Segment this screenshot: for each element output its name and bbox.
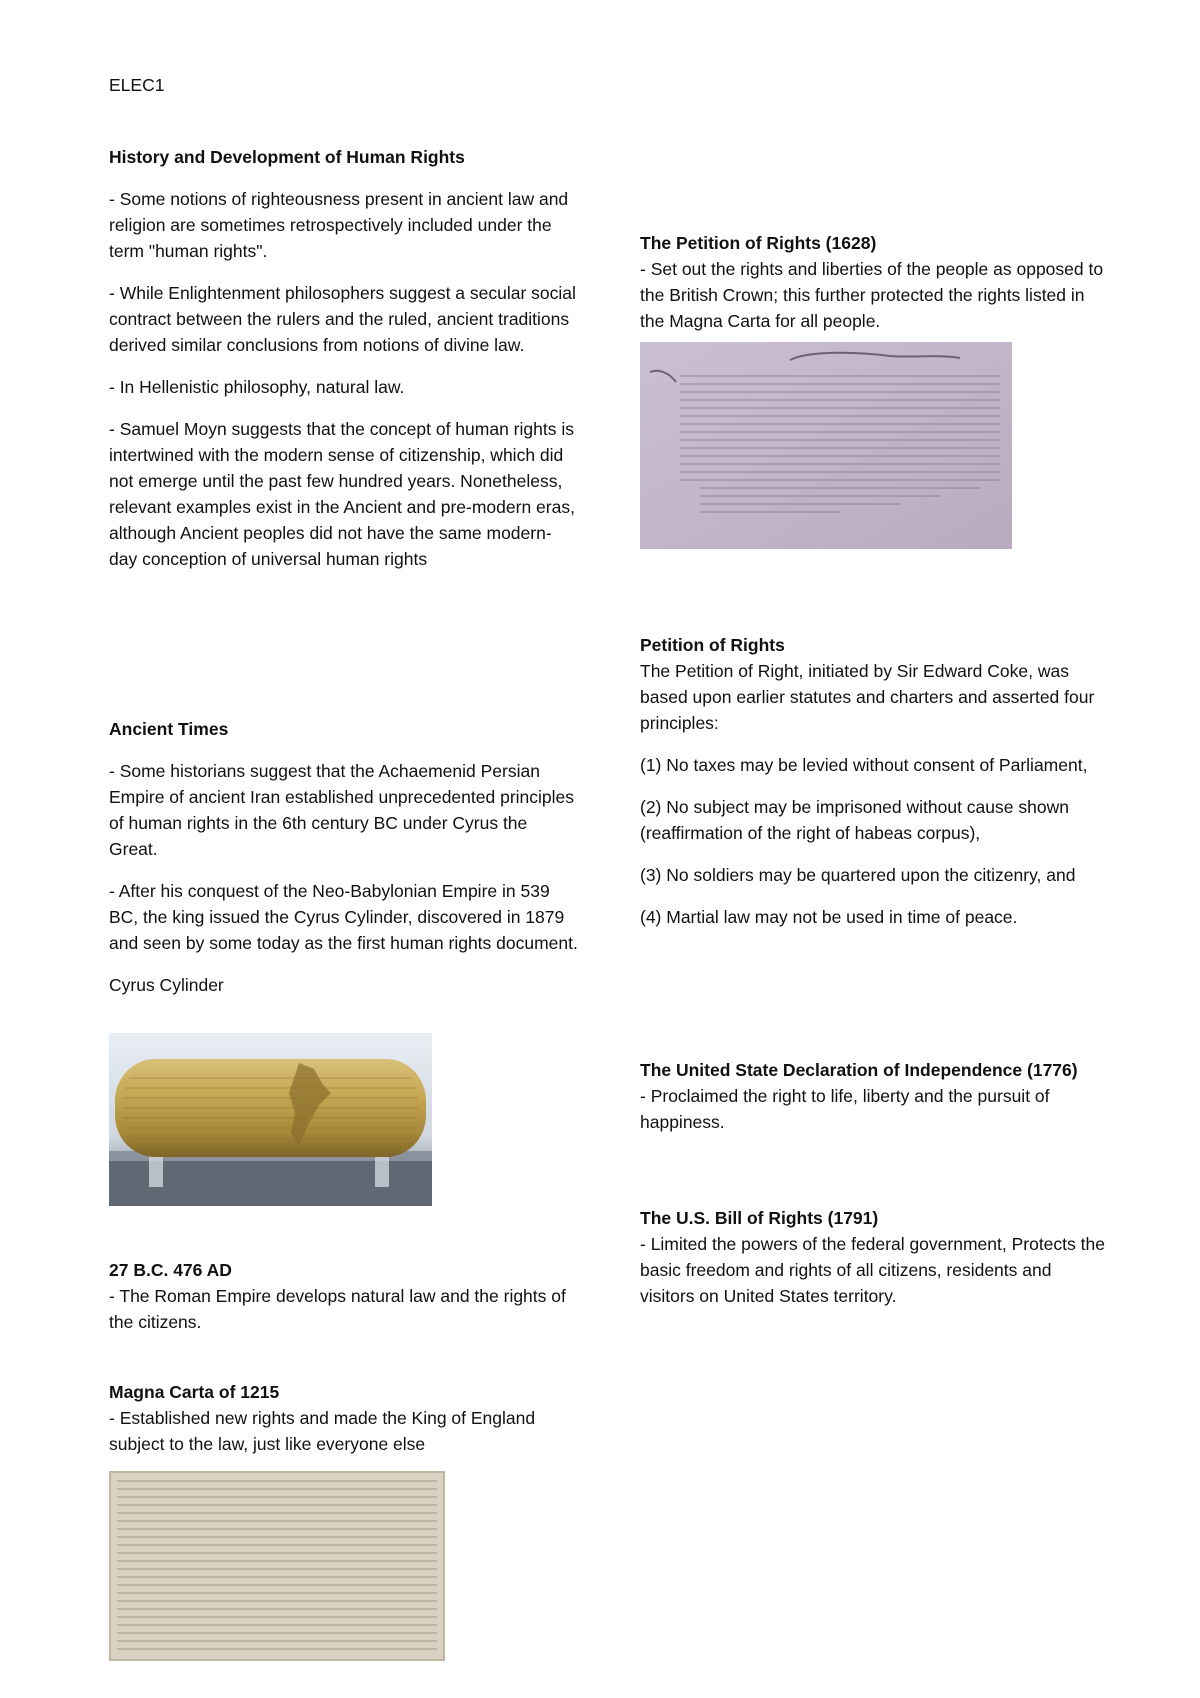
petition-of-rights-image [640,342,1012,549]
history-paragraph-2: - While Enlightenment philosophers suggest a secular social contract between the rulers and the ruled, ancient traditions derived similar conclusions from notions of divine law. [109,283,576,355]
history-paragraph-3: - In Hellenistic philosophy, natural law. [109,377,405,397]
bill-of-rights-title: The U.S. Bill of Rights (1791) [640,1208,879,1228]
ancient-times-title: Ancient Times [109,719,229,739]
cyrus-cylinder-image [109,1033,432,1206]
history-paragraph-4: - Samuel Moyn suggests that the concept of human rights is intertwined with the modern sense of citizenship, which did not emerge until the past few hundred years. Nonetheless, relevant examples exist in the Ancient and pre-modern eras, although Ancient peoples did not have the same modern-day conception of universal human rights [109,419,575,569]
principle-2: (2) No subject may be imprisoned without cause shown (reaffirmation of the right of habeas corpus), [640,797,1069,843]
ancient-paragraph-1: - Some historians suggest that the Achaemenid Persian Empire of ancient Iran established unprecedented principles of human rights in the 6th century BC under Cyrus the Great. [109,761,575,859]
magna-carta-image [109,1471,445,1661]
petition-intro: The Petition of Right, initiated by Sir Edward Coke, was based upon earlier statutes and charters and asserted four principles: [640,661,1095,733]
document-code: ELEC1 [109,75,165,95]
roman-title: 27 B.C. 476 AD [109,1260,232,1280]
magna-carta-illustration [109,1471,445,1661]
bill-of-rights-section [640,1205,1110,1309]
ancient-paragraph-2: - After his conquest of the Neo-Babylonian Empire in 539 BC, the king issued the Cyrus Cylinder, discovered in 1879 and seen by some today as the first human rights document. [109,881,578,953]
magna-carta-text: - Established new rights and made the King of England subject to the law, just like everyone else [109,1408,536,1454]
cyrus-cylinder-illustration [109,1033,432,1206]
roman-section [109,1257,579,1335]
cyrus-cylinder-caption: Cyrus Cylinder [109,975,224,995]
history-section [109,144,579,572]
principle-1: (1) No taxes may be levied without consent of Parliament, [640,755,1088,775]
ancient-times-section [109,716,579,998]
principle-3: (3) No soldiers may be quartered upon the citizenry, and [640,865,1076,885]
history-title: History and Development of Human Rights [109,147,465,167]
petition-1628-text: - Set out the rights and liberties of the people as opposed to the British Crown; this further protected the rights listed in the Magna Carta for all people. [640,259,1104,331]
magna-carta-section [109,1379,579,1457]
bill-of-rights-text: - Limited the powers of the federal government, Protects the basic freedom and rights of all citizens, residents and visitors on United States territory. [640,1234,1105,1306]
petition-1628-title: The Petition of Rights (1628) [640,233,877,253]
history-paragraph-1: - Some notions of righteousness present in ancient law and religion are sometimes retrospectively included under the term "human rights". [109,189,569,261]
declaration-title: The United State Declaration of Independence (1776) [640,1060,1078,1080]
petition-1628-section [640,230,1110,334]
petition-of-rights-title: Petition of Rights [640,635,785,655]
roman-text: - The Roman Empire develops natural law and the rights of the citizens. [109,1286,566,1332]
principle-4: (4) Martial law may not be used in time of peace. [640,907,1018,927]
petition-of-rights-section [640,632,1110,930]
declaration-section [640,1057,1110,1135]
petition-of-rights-illustration [640,342,1012,549]
magna-carta-title: Magna Carta of 1215 [109,1382,280,1402]
declaration-text: - Proclaimed the right to life, liberty and the pursuit of happiness. [640,1086,1050,1132]
